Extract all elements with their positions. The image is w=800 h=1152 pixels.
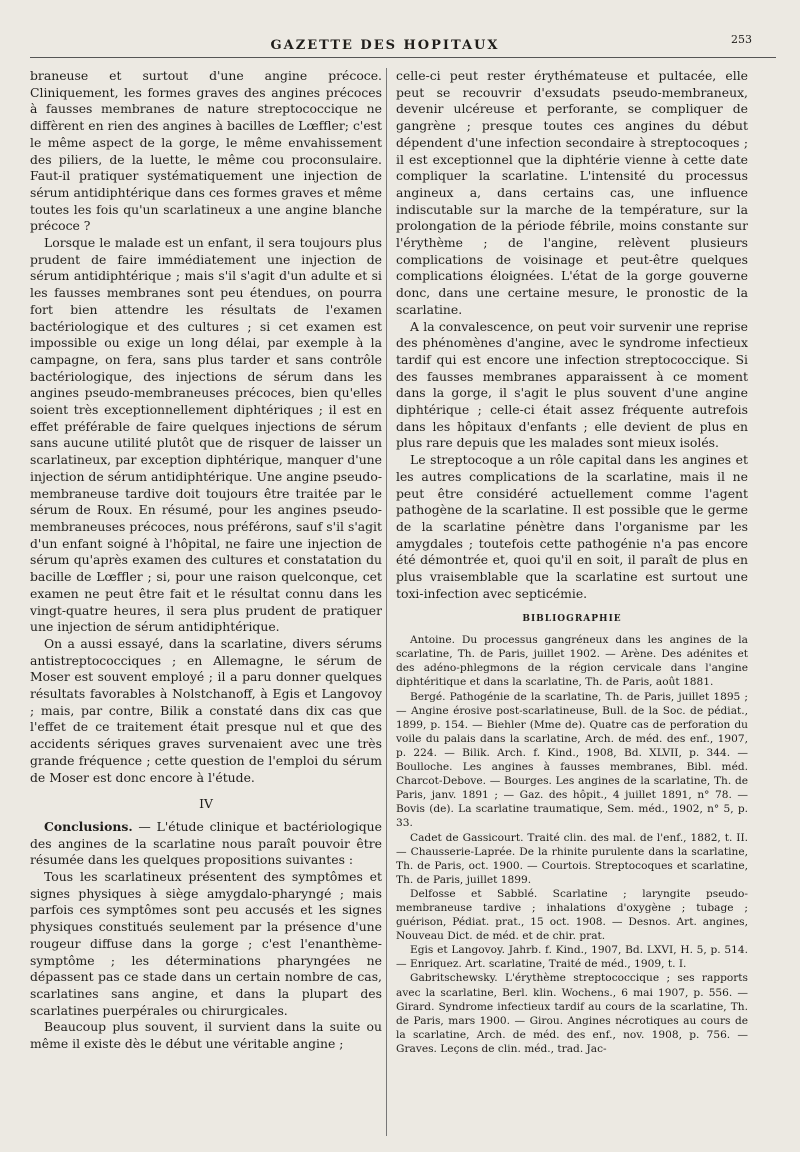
paragraph: celle-ci peut rester érythémateuse et pultacée, elle peut se recouvrir d'exsudats pseudo-membraneux, devenir ulcéreuse et perforante, se compliquer de gangrène ; presque toutes ces angines du début dépendent d'une infection secondaire à streptocoques ; il est exceptionnel que la diphtérie vienne à cette date compliquer la scarlatine. L'intensité du processus angineux a, dans certains cas, une influence indiscutable sur la marche de la température, sur la prolongation de la période fébrile, moins constante sur l'érythème ; de l'angine, relèvent plusieurs complications de voisinage et peut-être quelques complications éloignées. L'état de la gorge gouverne donc, dans une certaine mesure, le pronostic de la scarlatine. (396, 68, 748, 317)
bibliography-heading: BIBLIOGRAPHIE (522, 613, 622, 624)
column-rule (386, 68, 387, 1136)
bibliography-entry: Gabritschewsky. L'érythème streptococcique ; ses rapports avec la scarlatine, Berl. klin. Wochens., 6 mai 1907, p. 556. — Girard. Syndrome infectieux tardif au cours de la scarlatine, Th. de Paris, mars 1900. — Girou. Angines nécrotiques au cours de la scarlatine, Arch. de méd. des enf., nov. 1908, p. 756. — Graves. Leçons de clin. méd., trad. Jac- (396, 972, 748, 1055)
page-number: 253 (731, 33, 752, 46)
bibliography (396, 633, 748, 1056)
bibliography-entry: Cadet de Gassicourt. Traité clin. des mal. de l'enf., 1882, t. II. — Chausserie-Laprée. De la rhinite purulente dans la scarlatine, Th. de Paris, oct. 1900. — Courtois. Streptocoques et scarlatine, Th. de Paris, juillet 1899. (396, 831, 748, 886)
left-column (30, 68, 382, 1136)
paragraph: Lorsque le malade est un enfant, il sera toujours plus prudent de faire immédiatement une injection de sérum antidiphtérique ; mais s'il s'agit d'un adulte et si les fausses membranes sont peu étendues, on pourra fort bien attendre les résultats de l'examen bactériologique et des cultures ; si cet examen est impossible ou exige un long délai, par exemple à la campagne, on fera, sans plus tarder et sans contrôle bactériologique, des injections de sérum dans les angines pseudo-membraneuses précoces, bien qu'elles soient très exceptionnellement diphtériques ; il est en effet préférable de faire quelques injections de sérum sans aucune utilité plutôt que de risquer de laisser un scarlatineux, par exception diphtérique, manquer d'une injection de sérum antidiphtérique. Une angine pseudo-membraneuse tardive doit toujours être traitée par le sérum de Roux. En résumé, pour les angines pseudo-membraneuses précoces, nous préférons, sauf s'il s'agit d'un enfant soigné à l'hôpital, ne faire une injection de sérum qu'après examen des cultures et constatation du bacille de Lœffler ; si, pour une raison quelconque, cet examen ne peut être fait et le résultat connu dans les vingt-quatre heures, il sera plus prudent de pratiquer une injection de sérum antidiphtérique. (30, 235, 382, 635)
running-title: GAZETTE DES HOPITAUX (270, 38, 500, 53)
header-rule (30, 57, 776, 58)
right-column (396, 68, 748, 1136)
paragraph: On a aussi essayé, dans la scarlatine, divers sérums antistreptococciques ; en Allemagne, le sérum de Moser est souvent employé ; il a paru donner quelques résultats favorables à Nolstchanoff, à Egis et Langovoy ; mais, par contre, Bilik a constaté dans dix cas que l'effet de ce traitement était presque nul et que des accidents sériques graves survenaient avec une très grande fréquence ; cette question de l'emploi du sérum de Moser est donc encore à l'étude. (30, 635, 382, 785)
paragraph: Beaucoup plus souvent, il survient dans la suite ou même il existe dès le début une véritable angine ; (30, 1019, 382, 1052)
bibliography-entry: Egis et Langovoy. Jahrb. f. Kind., 1907, Bd. LXVI, H. 5, p. 514. — Enriquez. Art. scarlatine, Traité de méd., 1909, t. I. (396, 944, 748, 971)
conclusions-heading: Conclusions. (44, 818, 133, 834)
bibliography-entry: Bergé. Pathogénie de la scarlatine, Th. de Paris, juillet 1895 ; — Angine érosive post-scarlatineuse, Bull. de la Soc. de pédiat., 1899, p. 154. — Biehler (Mme de). Quatre cas de perforation du voile du palais dans la scarlatine, Arch. de méd. des enf., 1907, p. 224. — Bilik. Arch. f. Kind., 1908, Bd. XLVII, p. 344. — Boulloche. Les angines à fausses membranes, Bibl. méd. Charcot-Debove. — Bourges. Les angines de la scarlatine, Th. de Paris, janv. 1891 ; — Gaz. des hôpit., 4 juillet 1891, n° 78. — Bovis (de). La scarlatine traumatique, Sem. méd., 1902, n° 5, p. 33. (396, 690, 748, 830)
conclusions-text: — L'étude clinique et bactériologique des angines de la scarlatine nous paraît pouvoir être résumée dans les quelques propositions suivantes : (30, 818, 382, 868)
paragraph: Le streptocoque a un rôle capital dans les angines et les autres complications de la scarlatine, mais il ne peut être considéré actuellement comme l'agent pathogène de la scarlatine. Il est possible que le germe de la scarlatine pénètre dans l'organisme par les amygdales ; toutefois cette pathogénie n'a pas encore été démontrée et, quoi qu'il en soit, il paraît de plus en plus vraisemblable que la scarlatine est surtout une toxi-infection avec septicémie. (396, 452, 748, 601)
paragraph: braneuse et surtout d'une angine précoce. Cliniquement, les formes graves des angines précoces à fausses membranes de nature streptococcique ne diffèrent en rien des angines à bacilles de Lœffler; c'est le même aspect de la gorge, le même envahissement des piliers, de la luette, le même cou proconsulaire. Faut-il pratiquer systématiquement une injection de sérum antidiphtérique dans ces formes graves et même toutes les fois qu'un scarlatineux a une angine blanche précoce ? (30, 68, 382, 234)
bibliography-entry: Delfosse et Sabblé. Scarlatine ; laryngite pseudo-membraneuse tardive ; inhalations d'oxygène ; tubage ; guérison, Pédiat. prat., 15 oct. 1908. — Desnos. Art. angines, Nouveau Dict. de méd. et de chir. prat. (396, 887, 748, 943)
conclusions-paragraph (30, 819, 382, 869)
section-number: IV (199, 796, 213, 812)
bibliography-entry: Antoine. Du processus gangréneux dans les angines de la scarlatine, Th. de Paris, juillet 1902. — Arène. Des adénites et des adéno-phlegmons de la région cervicale dans l'angine diphtéritique et dans la scarlatine, Th. de Paris, août 1881. (396, 634, 748, 689)
paragraph: Tous les scarlatineux présentent des symptômes et signes physiques à siège amygdalo-pharyngé ; mais parfois ces symptômes sont peu accusés et les signes physiques constitués seulement par la présence d'une rougeur diffuse dans la gorge ; c'est l'enanthème-symptôme ; les déterminations pharyngées ne dépassent pas ce stade dans un certain nombre de cas, scarlatines sans angine, et dans la plupart des scarlatines puerpérales ou chirurgicales. (30, 869, 382, 1018)
paragraph: A la convalescence, on peut voir survenir une reprise des phénomènes d'angine, avec le syndrome infectieux tardif qui est encore une infection streptococcique. Si des fausses membranes apparaissent à ce moment dans la gorge, il s'agit le plus souvent d'une angine diphtérique ; celle-ci était assez fréquente autrefois dans les hôpitaux d'enfants ; elle devient de plus en plus rare depuis que les malades sont mieux isolés. (396, 318, 748, 451)
